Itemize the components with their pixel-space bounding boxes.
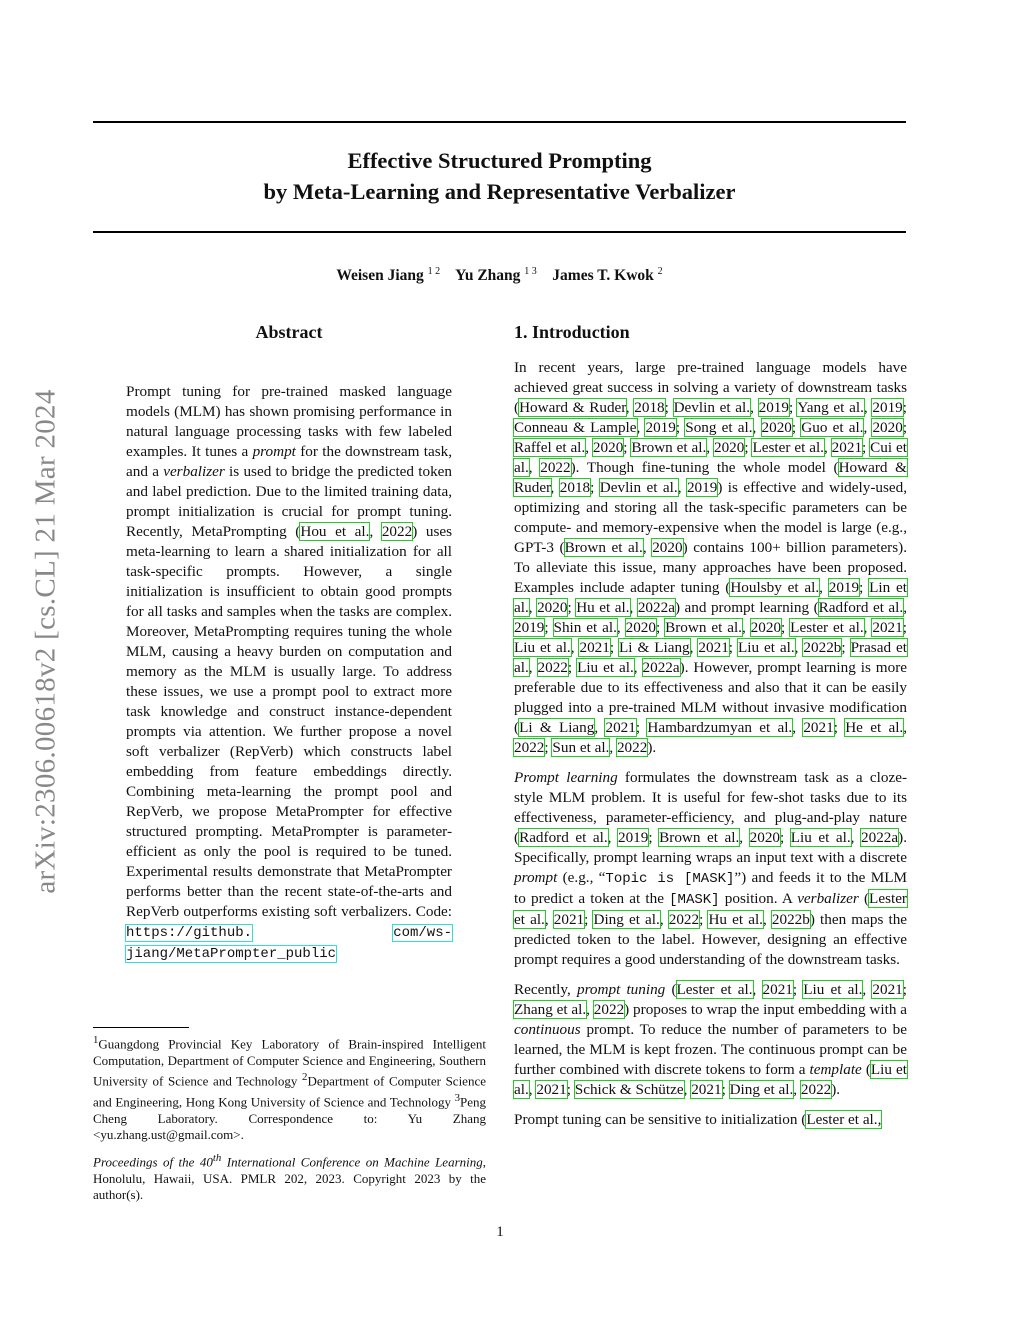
citation-link[interactable]: Liu et al. [514,1061,907,1098]
intro-text: , [706,439,714,456]
citation-link[interactable]: 2022 [381,523,413,540]
code-url-link[interactable]: https://github. [126,925,253,941]
citation-link[interactable]: Lester et al. [752,439,824,456]
footnote-mark: 1 [93,1034,99,1046]
citation-link[interactable]: Brown et al. [564,539,643,556]
citation-link[interactable]: Lin et al. [514,579,907,616]
intro-text: In recent years, large pre-trained language models have achieved great success in solving a variety of downstream tasks ( [514,359,907,416]
citation-link[interactable]: 2020 [625,619,656,636]
intro-text: , [528,599,538,616]
intro-emphasis: continuous [514,1021,581,1038]
paper-title [93,145,906,207]
citation-link[interactable]: Lester et al. [514,890,907,928]
citation-link[interactable]: Conneau & Lample [514,419,637,436]
intro-text: ). Though fine-tuning the whole model ( [570,459,839,476]
citation-link[interactable]: Devlin et al. [673,399,751,416]
intro-text: ; [902,419,908,436]
citation-link[interactable]: 2020 [872,419,903,436]
intro-text: Prompt tuning can be sensitive to initialization ( [514,1111,807,1128]
citation-link[interactable]: 2022 [540,459,571,476]
intro-paragraph-1 [514,358,907,758]
intro-text: ; [699,911,709,928]
intro-text: , [677,479,687,496]
citation-link[interactable]: Shin et al. [553,619,617,636]
intro-text: ; [902,981,907,998]
intro-text: , [625,399,635,416]
intro-emphasis: prompt [514,869,558,886]
citation-link[interactable]: 2019 [645,419,676,436]
citation-link[interactable]: 2021 [579,639,610,656]
intro-paragraph-3 [514,980,907,1100]
intro-text: ; [584,911,594,928]
citation-link[interactable]: Brown et al. [631,439,707,456]
citation-link[interactable]: 2022 [514,739,545,756]
intro-text: formulates the downstream task as a cloze-style MLM problem. It is useful for few-shot tasks due to its effectiveness, parameter-efficiency, and plug-and-play nature ( [514,769,908,846]
citation-link[interactable]: 2020 [652,539,683,556]
intro-text: ; [841,639,851,656]
author-1-name: Weisen Jiang [336,267,424,285]
introduction-body [514,358,907,1140]
intro-text: ; [791,419,802,436]
intro-text: , [629,599,638,616]
citation-link[interactable]: 2022a [642,659,680,676]
intro-text: , [863,419,873,436]
citation-link[interactable]: 2021 [762,981,793,998]
footnote-rule [93,1027,189,1028]
proceedings-text: 40 [199,1154,213,1170]
citation-link[interactable]: Liu et al. [514,639,571,656]
citation-link[interactable]: 2021 [872,619,903,636]
abstract-text: ) uses meta-learning to learn a shared initialization for all task-specific prompts. However, a single initialization is insufficient to obtain good prompts for all tasks and samples when the tasks are complex. Moreover, MetaPrompting requires tuning the whole MLM, causing a heavy burden on computation and memory as the MLM is usually large. To address these issues, we use a prompt pool to extract more task knowledge and construct instance-dependent prompts via attention. We further propose a novel soft verbalizer (RepVerb) which constructs label embedding from feature embeddings directly. Combining meta-learning the prompt pool and RepVerb, we propose MetaPrompter for effective structured prompting. MetaPrompter is parameter-efficient as only the pool is required to be tuned. Experimental results demonstrate that MetaPrompter performs better than the recent state-of-the-arts and RepVerb outperforms existing soft verbalizers. Code: [126,523,453,920]
citation-link[interactable]: Howard & Ruder [519,399,626,416]
intro-text: ; [623,439,632,456]
intro-text: ; [781,619,791,636]
intro-text: , [752,419,762,436]
citation-link[interactable]: Hou et al. [300,523,370,540]
citation-link[interactable]: Li & Liang [519,719,595,736]
intro-text: ; [788,399,798,416]
intro-text: ; [664,399,674,416]
intro-text: ; [590,479,600,496]
citation-link[interactable]: 2019 [686,479,718,496]
citation-link[interactable]: Raffel et al. [514,439,586,456]
intro-text: , [689,639,699,656]
citation-link[interactable]: Brown et al. [659,829,740,846]
citation-link[interactable]: 2020 [592,439,624,456]
title-rule-top [93,121,906,123]
intro-text: ). Specifically, prompt learning wraps an input text with a discrete [514,829,907,866]
citation-link[interactable]: 2021 [803,719,834,736]
intro-text: , [594,719,606,736]
citation-link[interactable]: Devlin et al. [599,479,678,496]
citation-link[interactable]: 2021 [872,981,903,998]
abstract-emphasis: verbalizer [163,463,225,480]
intro-text: , [794,639,804,656]
author-2-name: Yu Zhang [455,267,521,285]
intro-paragraph-2 [514,768,907,970]
intro-text: ; [744,439,753,456]
intro-text: ; [862,439,871,456]
intro-text: ; [648,829,660,846]
intro-text: , [762,911,772,928]
intro-text: , [528,659,538,676]
intro-text: , [862,981,873,998]
intro-text: ) proposes to wrap the input embedding with a [624,1001,907,1018]
intro-text: , [683,1081,692,1098]
intro-paragraph-4 [514,1110,907,1130]
intro-text: prompt. To reduce the number of parameters to be learned, the MLM is kept frozen. The continuous prompt can be further combined with discrete tokens to form a [514,1021,907,1078]
footnote-text: Department of Computer Science and Engineering, Hong Kong University of Science and Technology [93,1073,486,1110]
code-url-link[interactable]: com/ws-jiang/MetaPrompter_public [126,925,452,962]
intro-text: , [863,619,873,636]
intro-text: ) contains 100+ billion parameters). To alleviate this issue, many approaches have been proposed. Examples include adapter tuning ( [514,539,908,596]
intro-text: , [752,981,763,998]
section-heading-introduction: 1. Introduction [514,322,630,342]
intro-text: , [850,829,862,846]
citation-link[interactable]: Hu et al. [576,599,630,616]
intro-text: , [616,619,626,636]
intro-text: , [741,619,751,636]
intro-text: ; [544,739,553,756]
intro-text: ; [566,1081,575,1098]
citation-link[interactable]: 2020 [761,419,792,436]
citation-link[interactable]: 2022 [616,739,648,756]
footnote-mark: 3 [454,1092,460,1105]
citation-link[interactable]: 2021 [553,911,585,928]
intro-text: ; [721,1081,730,1098]
intro-text: ; [780,829,791,846]
citation-link[interactable]: Hu et al. [708,911,763,928]
citation-link[interactable]: Houlsby et al. [730,579,820,596]
citation-link[interactable]: 2022 [537,659,568,676]
intro-text: ) and prompt learning ( [674,599,819,616]
citation-link[interactable]: 2019 [828,579,860,596]
proceedings-text: International Conference on Machine Learning [221,1154,483,1170]
intro-text: ; [635,719,648,736]
author-2-affiliation: 1 3 [524,266,537,277]
citation-link[interactable]: Ding et al. [729,1081,794,1098]
intro-text: , [607,829,618,846]
citation-link[interactable]: 2019 [872,399,903,416]
intro-text: , [750,399,759,416]
intro-text: , [544,911,554,928]
intro-text: , [792,719,804,736]
intro-text: ; [567,599,577,616]
intro-text: , [550,479,560,496]
citation-link[interactable]: 2020 [537,599,568,616]
citation-link[interactable]: Prasad et al. [514,639,907,676]
citation-link[interactable]: 2020 [749,829,780,846]
intro-text: (e.g., “ [557,869,606,886]
intro-text: Recently, [514,981,577,998]
abstract-text: is used to bridge the predicted token and label prediction. Due to the limited training data, prompt initialization is crucial for prompt tuning. Recently, MetaPrompting ( [126,463,452,540]
arxiv-identifier: arXiv:2306.00618v2 [cs.CL] 21 Mar 2024 [29,389,62,894]
citation-link[interactable]: 2022 [668,911,700,928]
intro-text: , [570,639,580,656]
intro-code: Topic is [MASK] [605,871,735,887]
proceedings-text: Proceedings of the [93,1154,200,1170]
proceedings-text: th [212,1152,222,1164]
page-number: 1 [496,1224,504,1240]
intro-text: ( [858,890,870,907]
author-list [93,266,906,285]
citation-link[interactable]: Brown et al. [665,619,742,636]
intro-text: ; [833,719,846,736]
intro-text: position. A [719,890,798,907]
intro-text: , [793,1081,801,1098]
intro-text: ; [859,579,870,596]
citation-link[interactable]: 2021 [831,439,863,456]
intro-text: ; [675,419,686,436]
citation-link[interactable]: Sun et al. [552,739,610,756]
proceedings-text: , Honolulu, Hawaii, USA. PMLR 202, 2023. Copyright 2023 by the author(s). [93,1154,486,1203]
intro-code: [MASK] [669,892,720,908]
citation-link[interactable]: Song et al. [685,419,753,436]
abstract-text: for the downstream task, and a [126,443,452,480]
intro-text: , [823,439,832,456]
intro-emphasis: verbalizer [797,890,859,907]
abstract-text: Prompt tuning for pre-trained masked language models (MLM) has shown promising performance in natural language processing tasks with few labeled examples. It tunes a [126,383,452,460]
intro-text: , [636,419,646,436]
intro-text: , [903,719,908,736]
author-3-name: James T. Kwok [552,267,654,285]
citation-link[interactable]: He et al. [845,719,904,736]
intro-text: ). However, prompt learning is more preferable due to its effectiveness and also that it can be easily plugged into a pre-trained MLM without invasive modification ( [514,659,908,736]
intro-text: ( [861,1061,871,1078]
citation-link[interactable]: Li & Liang [619,639,690,656]
citation-link[interactable]: Howard & Ruder [514,459,907,496]
intro-text: ; [902,399,907,416]
citation-link[interactable]: 2020 [713,439,745,456]
citation-link[interactable]: 2022 [593,1001,625,1018]
citation-link[interactable]: Liu et al. [790,829,851,846]
intro-text: ) is effective and widely-used, optimizing and storing all the task-specific parameters can be compute- and memory-expensive when the model is large (e.g., GPT-3 ( [514,479,908,556]
citation-link[interactable]: 2019 [514,619,545,636]
citation-link[interactable]: 2018 [634,399,665,416]
intro-text: , [609,739,617,756]
affiliation-footnotes [93,1032,486,1144]
citation-link[interactable]: 2019 [758,399,789,416]
citation-link[interactable]: Radford et al. [519,829,608,846]
title-line-1: Effective Structured Prompting [347,148,652,173]
citation-link[interactable]: 2022 [800,1081,832,1098]
citation-link[interactable]: 2021 [698,639,729,656]
intro-text: ; [544,619,554,636]
citation-link[interactable]: 2022a [861,829,899,846]
intro-text: ”) and feeds it to the MLM to predict a token at the [514,869,907,907]
author-1-affiliation: 1 2 [427,266,441,277]
intro-text: ( [665,981,677,998]
intro-text: , [633,659,643,676]
citation-link[interactable]: Zhang et al. [514,1001,587,1018]
intro-text: ) then maps the predicted token to the label. However, designing an effective prompt requires a good understanding of the downstream tasks. [514,911,908,968]
intro-text: , [903,599,907,616]
citation-link[interactable]: Cui et al. [514,439,907,476]
citation-link[interactable]: 2018 [559,479,591,496]
footnote-text: Guangdong Provincial Key Laboratory of Brain-inspired Intelligent Computation, Department of Computer Science and Engineering, Southern University of Science and Technology [93,1036,486,1089]
abstract-body [126,382,452,964]
intro-text: ; [567,659,578,676]
intro-text: ). [831,1081,841,1098]
citation-link[interactable]: Schick & Schütze [574,1081,684,1098]
citation-link[interactable]: 2019 [617,829,649,846]
intro-text: , [528,459,541,476]
abstract-heading: Abstract [255,322,323,342]
intro-text: ; [902,619,907,636]
author-3-affiliation: 2 [657,266,663,277]
title-rule-bottom [93,231,906,233]
abstract-text: , [369,523,382,540]
citation-link[interactable]: 2020 [750,619,782,636]
intro-text: , [659,911,669,928]
citation-link[interactable]: Liu et al. [803,981,863,998]
intro-text: ; [728,639,738,656]
citation-link[interactable]: Hambardzumyan et al. [647,719,793,736]
citation-link[interactable]: Ding et al. [593,911,660,928]
citation-link[interactable]: 2022b [771,911,810,928]
citation-link[interactable]: Guo et al. [801,419,864,436]
citation-link[interactable]: Lester et al. [790,619,864,636]
intro-text: ). [647,739,657,756]
intro-emphasis: prompt tuning [576,981,666,998]
citation-link[interactable]: 2021 [691,1081,722,1098]
footnote-text: Peng Cheng Laboratory. Correspondence to: Yu Zhang <yu.zhang.ust@gmail.com>. [93,1094,486,1143]
citation-link[interactable]: Lester et al. [676,981,753,998]
intro-emphasis: template [809,1061,862,1078]
citation-link[interactable]: Radford et al. [818,599,904,616]
citation-link[interactable]: Liu et al. [577,659,634,676]
citation-link[interactable]: 2021 [536,1081,567,1098]
intro-text: ; [792,981,804,998]
citation-link[interactable]: 2021 [605,719,636,736]
intro-text: , [528,1081,537,1098]
intro-text: , [863,399,873,416]
intro-emphasis: Prompt learning [514,769,618,786]
citation-link[interactable]: 2022a [637,599,675,616]
intro-text: , [586,1001,594,1018]
abstract-emphasis: prompt [252,443,296,460]
proceedings-note [93,1150,486,1204]
citation-link[interactable]: Liu et al. [737,639,795,656]
citation-link[interactable]: Yang et al. [797,399,864,416]
citation-link[interactable]: 2022b [803,639,842,656]
intro-text: ; [655,619,666,636]
intro-text: ; [609,639,620,656]
intro-text: , [819,579,829,596]
intro-text: , [739,829,750,846]
footnote-mark: 2 [302,1071,308,1084]
title-line-2: by Meta-Learning and Representative Verbalizer [263,179,736,204]
intro-text: , [642,539,653,556]
citation-link[interactable]: Lester et al., [806,1111,882,1128]
intro-text: , [585,439,593,456]
